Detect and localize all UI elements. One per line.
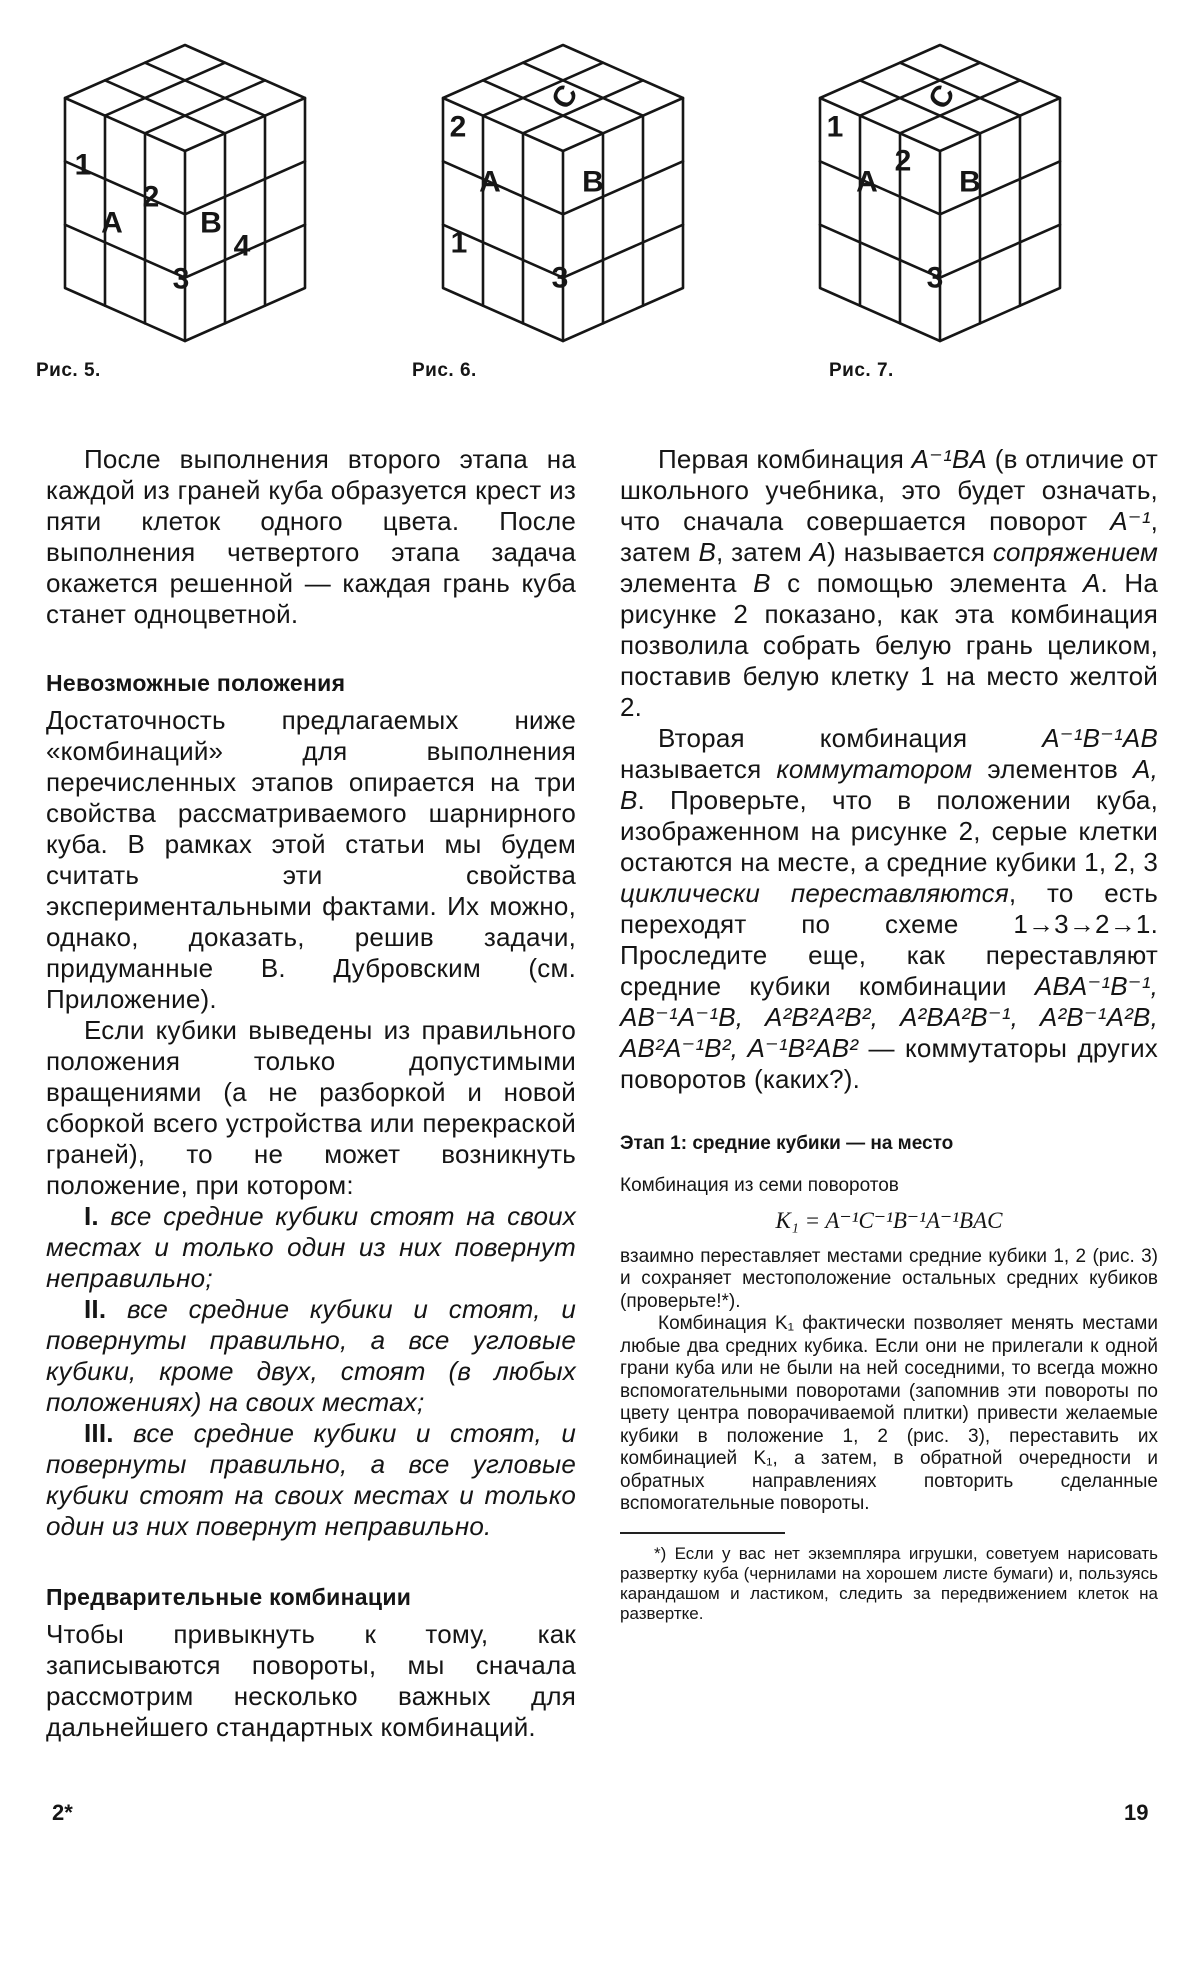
preliminary-paragraph: Чтобы привыкнуть к тому, как записываются повороты, мы сначала рассмотрим несколько важных для дальнейшего стандартных комбинаций. [46,1619,576,1742]
grid-line [443,161,563,214]
item-number: I. [84,1201,99,1231]
cube-label: 2 [449,110,467,144]
formula-k1: K₁ = A⁻¹C⁻¹B⁻¹A⁻¹BAC [775,1207,1003,1233]
cube-label: A [101,206,123,240]
heading-impossible-positions: Невозможные положения [46,670,346,696]
grid-line [563,225,683,278]
item-text: все средние кубики и стоят, и повернуты правильно, а все угловые кубики, кроме двух, стоят (в любых положениях) на своих местах; [46,1294,576,1417]
commutator-paragraph: Вторая комбинация A⁻¹B⁻¹AB называется коммутатором элементов A, B. Проверьте, что в положении куба, изображенном на рисунке 2, серые клетки остаются на месте, а средние кубики 1, 2, 3 циклически переставляются, то есть переходят по схеме 1→3→2→1. Проследите еще, как переставляют средние кубики комбинации ABA⁻¹B⁻¹, AB⁻¹A⁻¹B, A²B²A²B², A²BA²B⁻¹, A²B⁻¹A²B, AB²A⁻¹B², A⁻¹B²AB² — коммутаторы других поворотов (каких?). [620,723,1158,1094]
term-cyclic: циклически переставляются [620,878,1009,908]
footnote: *) Если у вас нет экземпляра игрушки, советуем нарисовать развертку куба (чернилами на хорошем листе бумаги) и, пользуясь карандашом и ластиком, следить за передвижением клеток на развертке. [620,1543,1158,1623]
item-text: все средние кубики стоят на своих местах и только один из них повернут неправильно; [46,1201,576,1293]
conjugation-paragraph: Первая комбинация A⁻¹BA (в отличие от школьного учебника, это будет означать, что сначала совершается поворот A⁻¹, затем B, затем A) называется сопряжением элемента B с помощью элемента A. На рисунке 2 показано, как эта комбинация позволила собрать белую грань целиком, поставив белую клетку 1 на место желтой 2. [620,444,1158,722]
cube-label: 3 [926,261,944,295]
cube-label: 1 [74,148,92,182]
cube-label: 3 [172,262,190,296]
cube-label: B [582,165,604,199]
cube-drawing [60,40,310,345]
property-item-2 [46,1294,576,1418]
stage-1-intro: Комбинация из семи поворотов [620,1175,899,1196]
item-number: III. [84,1418,114,1448]
term-commutator: коммутатором [776,754,973,784]
figure-caption: Рис. 5. [36,360,101,381]
left-column [46,444,576,1743]
cube-label: A [479,165,501,199]
footnote-divider [620,1532,785,1534]
intro-paragraph: После выполнения второго этапа на каждой из граней куба образуется крест из пяти клеток одного цвета. После выполнения четвертого этапа задача окажется решенной — каждая грань куба станет одноцветной. [46,444,576,629]
term-conjugation: сопряжением [992,537,1158,567]
grid-line [820,225,940,278]
grid-line [820,161,940,214]
cube-label: B [200,206,222,240]
cube-label: 1 [450,226,468,260]
stage-1-paragraph-1: взаимно переставляет местами средние кубики 1, 2 (рис. 3) и сохраняет местоположение остальных средних кубиков (проверьте!*). [620,1245,1158,1312]
cube-drawing [815,40,1065,345]
cube-label: A [856,165,878,199]
item-text: все средние кубики и стоят, и повернуты правильно, а все угловые кубики стоят на своих местах и только один из них повернут неправильно. [46,1418,576,1541]
figure-7 [815,40,1065,381]
formula-commutator: A⁻¹B⁻¹AB [1042,723,1158,753]
figure-6 [412,40,688,381]
stage-1-paragraph-2: Комбинация K₁ фактически позволяет менять местами любые два средних кубика. Если они не прилегали к одной грани куба или не были на ней соседними, то всегда можно вспомогательными поворотами (запомнив эти повороты по цвету центра поворачиваемой плитки) привести желаемые кубики в положение 1, 2 (рис. 3), переставить их комбинацией K₁, а затем, в обратной очередности и обратных направлениях повторить сделанные вспомогательные повороты. [620,1313,1158,1514]
page-number: 19 [1124,1800,1149,1825]
heading-stage-1: Этап 1: средние кубики — на место [620,1133,954,1154]
page-mark: 2* [52,1800,73,1825]
grid-line [940,225,1060,278]
if-cubes-paragraph: Если кубики выведены из правильного положения только допустимыми вращениями (а не разборкой и новой сборкой всего устройства или перекраской граней), то не может возникнуть положение, при котором: [46,1015,576,1200]
cube-label: C [545,79,585,115]
right-column [620,444,1158,1624]
figure-caption: Рис. 7. [829,360,894,381]
property-item-1 [46,1201,576,1294]
cube-label: 2 [142,180,160,214]
cube-label: C [922,79,962,115]
property-item-3 [46,1418,576,1542]
grid-line [940,161,1060,214]
figure-5 [36,40,310,381]
cube-label: 1 [826,110,844,144]
grid-line [563,161,683,214]
heading-preliminary-combinations: Предварительные комбинации [46,1584,412,1610]
cube-label: B [959,165,981,199]
cube-drawing [438,40,688,345]
figure-caption: Рис. 6. [412,360,477,381]
cube-label: 3 [551,261,569,295]
sufficiency-paragraph: Достаточность предлагаемых ниже «комбинаций» для выполнения перечисленных этапов опирается на три свойства рассматриваемого шарнирного куба. В рамках этой статьи мы будем считать эти свойства экспериментальными фактами. Их можно, однако, доказать, решив задачи, придуманные В. Дубровским (см. Приложение). [46,705,576,1014]
item-number: II. [84,1294,107,1324]
cube-label: 4 [233,229,251,263]
formula-conjugation: A⁻¹BA [911,444,988,474]
commutator-list: ABA⁻¹B⁻¹, AB⁻¹A⁻¹B, A²B²A²B², A²BA²B⁻¹, A²B⁻¹A²B, AB²A⁻¹B², A⁻¹B²AB² [620,971,1158,1063]
cube-label: 2 [894,144,912,178]
grid-line [65,225,185,278]
